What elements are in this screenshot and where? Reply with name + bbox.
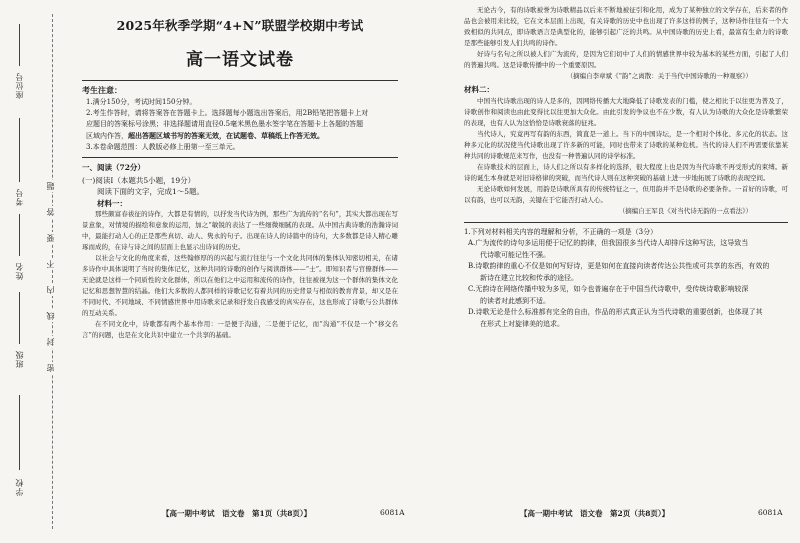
seal-char-1: 题 [46,182,55,190]
material-1-label: 材料一： [97,198,127,208]
notice-item-2-cont: 应题目的答案标号涂黑；非选择题请用直径0.5毫米黑色墨水签字笔在答题卡上各题的答题 [86,120,364,128]
exam-no-line [19,118,20,182]
material-1-source: （摘编自李章斌《“韵”之离散：关于当代中国诗歌的一种观察》） [566,72,752,80]
seal-char-8: 密 [46,364,55,372]
seal-char-5: 内 [46,286,55,294]
seal-char-3: 要 [46,234,55,242]
name-label: 姓名 [15,262,24,280]
material-1-para-1: 那些颇富春祓征的诗作，大都是有情的，以抒发当代诗为例，那些广为流传的“名句”，其实大都出现在写景意象，对情境的描绘和意象的运用，加之“敏锐的表达了一些细微细腻的表现。从中国古典诗歌的浩瀚诗词中，最能打动人心的正是那些真切、动人、隽永的句子。出现在诗人的诗篇中的诗句，大多数都是诗人精心雕琢而成的，在诗与诗之间的层面上也显示出诗词的历史。 [82,210,398,251]
seal-char-2: 答 [46,208,55,216]
binding-strip [0,0,70,543]
material-1-para-4: 无论古今，有的诗歌被誉为诗歌精品以后来不断地被征引和化用，成为了某种独立的文学存在，后来者的作品也会被用来比较，它在文本层面上出现，有关诗歌的历史中也出现了许多这样的例子，这种诗作往往有一个大致相似的共同点，即诗歌语言是典型化的，能够引起广泛的共鸣。从中国诗歌的历史上看，最富有生命力的诗歌是那些能够引发人们共鸣的诗作。 [464,6,788,47]
seal-char-4: 不 [46,260,55,268]
school-label: 学校 [15,478,24,496]
material-2-para-2: 当代诗人，究竟再写有韵的东西，简直是一道上。当下的中国诗坛，是一个相对个体化、多元化的状态。这种多元化的状况使当代诗歌出现了许多新的可能，同时也带来了诗歌的某种危机。当代的诗人们不再需要依靠某种共同的诗歌规范来写作，也没有一种普遍认同的诗学标准。 [464,130,788,160]
name-line [19,214,20,256]
material-1-para-3: 在不同文化中，诗歌都有两个基本作用：一是便于沟通，二是便于记忆，而“沟通”不仅是一个“移交名言”的问题，也是在文化共识中建立一个共享的基础。 [82,320,398,339]
seal-char-6: 线 [46,312,55,320]
option-d-cont: 在形式上对旋律美的追求。 [480,319,564,328]
school-line [19,395,20,470]
option-b-cont: 新诗在建立比较和传承的途径。 [480,273,578,282]
paper-title: 高一语文试卷 [186,50,294,70]
material-2-para-1: 中国当代诗歌出现的诗人是多的，因网络传播大大地降低了诗歌发表的门槛，使之相比于以往更为普及了，诗歌创作和阅读也由此变得比以往更加大众化。由此引发的争议也不在少数，有人认为诗歌的大众化是诗歌繁荣的表现，也有人认为这恰恰是诗歌衰落的征兆。 [464,97,788,127]
exam-notice [82,80,398,158]
material-2-para-3: 在诗歌技术的层面上，诗人们之所以有多样化的选择，很大程度上也是因为当代诗歌不再受形式的束缚。新诗的诞生本身就是对旧诗格律的突破，而当代诗人则在这种突破的基础上进一步地拓展了诗歌的表现空间。 [464,163,788,182]
notice-item-2-end: 区域内作答，超出答题区域书写的答案无效，在试题卷、草稿纸上作答无效。 [86,131,324,140]
page-1 [82,14,398,341]
material-1-para-2: 以社会与文化的角度来看，这些翰修厚的的兴起与流行往往与一个文化共同体的集体认知密切相关，在诸多诗作中具体说明了当时的集体记忆，这种共同的诗歌的创作与阅读群体——“士”。即知识者与官僚群体——无论就是这样一个同质性的文化群体，所以在他们之中运用和流传的诗作，往往被视为这一个群体的集体文化记忆和思想智慧的结晶。他们大多数的人都同样的诗歌记忆有着共同的历史背景与相似的教育背景，却又是在不同时代、不同地域、不同情感世界中用诗歌来记录和抒发自我感受的真实存在，这也形成了诗歌与公共群体的互动关系。 [82,254,398,317]
notice-heading: 考生注意： [82,85,122,95]
page-2-footer: 【高一期中考试 语文卷 第2页（共8页）】 [520,509,670,518]
page-1-footer: 【高一期中考试 语文卷 第1页（共8页）】 [162,509,312,518]
option-d[interactable]: D.诗歌无论是什么标准都有完全的自由，作品的形式真正认为当代诗歌的重要创新，也体现了其 [468,308,763,316]
subsection-reading-1: (一)阅读Ⅰ（本题共5小题，19分） [82,175,196,185]
seat-no-line [19,24,20,66]
material-2-para-4: 无论诗歌如何发展，用韵是诗歌所具有的传统特征之一，但用韵并不是诗歌的必要条件。一首好的诗歌，可以有韵，也可以无韵，关键在于它能否打动人心。 [464,185,788,204]
question-divider [464,222,788,223]
option-a-cont: 代诗歌可能记性不强。 [480,250,550,259]
seal-char-7: 封 [46,338,55,346]
material-1-para-5: 好诗与名句之所以被人们广为流传，是因为它们切中了人们的情感世界中较为基本的某些方面，引起了人们的普遍共鸣。这是诗歌传播中的一个重要原因。 [464,50,788,69]
cut-line [52,14,53,529]
option-b[interactable]: B.诗歌韵律的重心不仅是如何写好诗，更是如何在直接向读者传达公共性或可共享的东西，有效的 [468,262,770,270]
seat-no-label: 座位号 [15,72,24,99]
material-2-label: 材料二： [464,85,494,94]
exam-no-label: 考号 [15,188,24,206]
material-2-source: （摘编自王军良《对当代诗无韵的一点看法》） [618,207,752,215]
reading-instruction: 阅读下面的文字，完成1～5题。 [97,187,205,196]
page-2 [464,5,788,330]
exam-title: 2025年秋季学期“4+N”联盟学校期中考试 [116,18,364,33]
notice-item-2: 2.考生作答时，请将答案答在答题卡上。选择题每小题选出答案后，用2B铅笔把答题卡上对 [86,109,369,117]
class-label: 班级 [15,350,24,368]
page-1-code: 6081A [380,508,405,517]
question-1: 1.下列对材料相关内容的理解和分析，不正确的一项是（3分） [464,228,658,236]
notice-item-1: 1.满分150分，考试时间150分钟。 [86,98,197,106]
option-c[interactable]: C.无韵诗在网络传播中较为多见，如今也普遍存在于中国当代诗歌中，受传统诗歌影响较深 [468,285,749,293]
option-a[interactable]: A.广为流传的诗句多运用便于记忆的韵律，但我国很多当代诗人却排斥这种写法，这导致当 [468,239,749,247]
class-line [19,292,20,344]
option-c-cont: 的读者对此感到不适。 [480,296,550,305]
section-reading: 一、阅读（72分） [82,163,145,172]
page-2-code: 6081A [758,508,783,517]
notice-item-3: 3.本卷命题范围：人教版必修上册第一至三单元。 [86,143,240,151]
notice-warning: 超出答题区域书写的答案无效，在试题卷、草稿纸上作答无效。 [128,131,324,140]
